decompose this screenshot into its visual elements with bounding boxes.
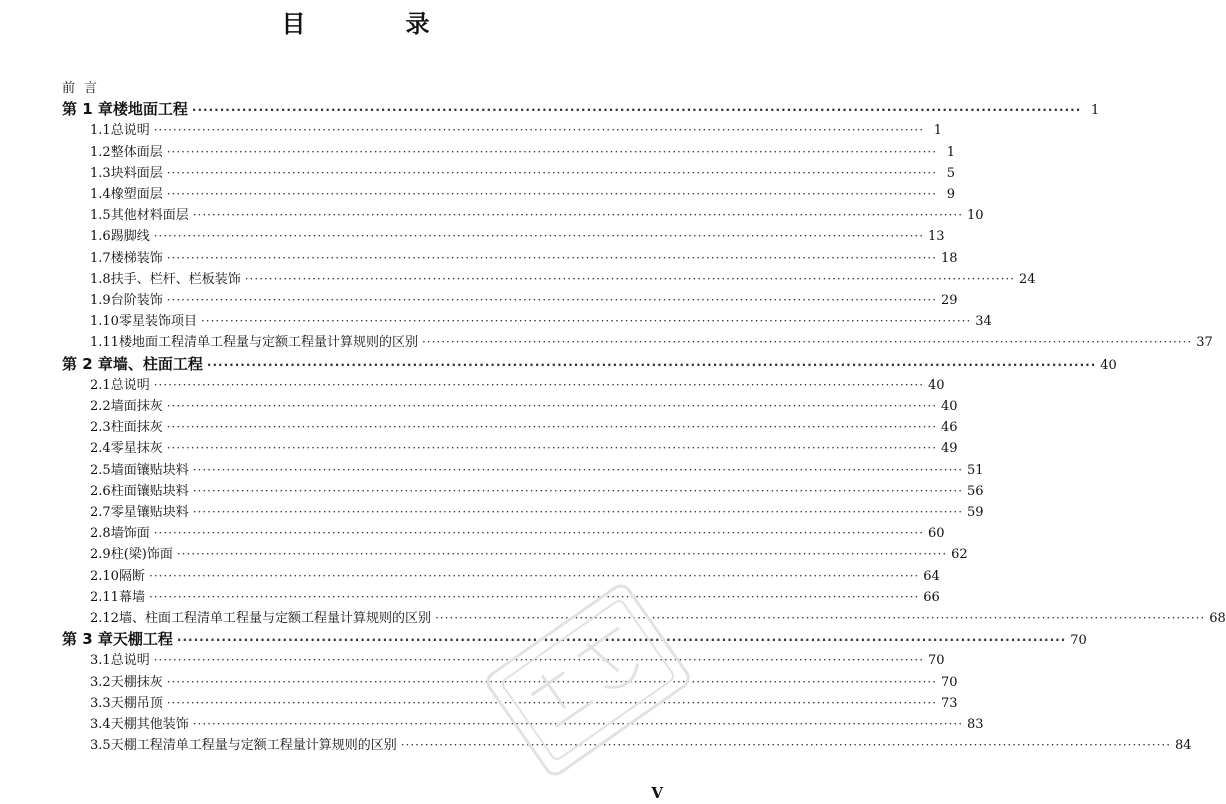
dot-leader: ································································································································································ xyxy=(434,611,1206,625)
dot-leader: ································································································································································ xyxy=(166,293,938,307)
section-number: 1.1 xyxy=(90,123,111,139)
section-page-number: 24 xyxy=(1019,271,1036,287)
section-number: 1.8 xyxy=(90,271,111,287)
dot-leader: ································································································································································ xyxy=(421,335,1193,350)
section-number: 2.11 xyxy=(90,589,119,605)
section-title: 天棚吊顶 xyxy=(110,695,163,711)
section-page-number: 51 xyxy=(967,462,984,478)
section-page-number: 5 xyxy=(946,165,956,181)
chapter-title: 楼地面工程 xyxy=(112,100,188,119)
dot-leader: ································································································································································ xyxy=(153,653,925,668)
dot-leader: ································································································································································ xyxy=(153,123,925,138)
toc-chapter-row xyxy=(62,99,1100,120)
section-title: 总说明 xyxy=(110,123,150,139)
section-page-number: 70 xyxy=(928,653,945,669)
chapter-title: 墙、柱面工程 xyxy=(112,354,203,373)
section-number: 3.5 xyxy=(90,738,111,754)
section-number: 1.9 xyxy=(90,293,111,308)
toc-chapter-row xyxy=(62,629,1087,650)
section-number: 2.12 xyxy=(90,611,119,626)
section-title: 整体面层 xyxy=(110,144,163,160)
section-title: 天棚其他装饰 xyxy=(110,717,189,732)
toc-chapter-row xyxy=(62,354,1117,375)
chapter-page-number: 40 xyxy=(1100,357,1117,373)
dot-leader: ································································································································································ xyxy=(192,483,964,498)
dot-leader: ································································································································································ xyxy=(166,420,938,435)
dot-leader: ································································································································································ xyxy=(153,526,925,541)
section-title: 其他材料面层 xyxy=(110,208,189,224)
section-page-number: 56 xyxy=(967,483,984,499)
toc-section-row xyxy=(90,248,958,269)
toc-section-row xyxy=(90,672,958,693)
toc-section-row xyxy=(90,460,984,481)
section-number: 1.7 xyxy=(90,250,111,266)
section-title: 柱面抹灰 xyxy=(110,420,163,436)
toc-section-row xyxy=(90,290,958,311)
toc-section-row xyxy=(90,205,984,226)
dot-leader: ································································································································································ xyxy=(176,633,1067,648)
section-page-number: 1 xyxy=(946,144,956,160)
section-number: 2.3 xyxy=(90,420,111,436)
section-number: 3.1 xyxy=(90,653,111,669)
section-title: 墙、柱面工程清单工程量与定额工程量计算规则的区别 xyxy=(118,611,431,626)
toc-section-row xyxy=(90,566,940,587)
toc-section-row xyxy=(90,523,945,544)
toc-section-row xyxy=(90,481,984,502)
toc-section-row xyxy=(90,184,956,205)
toc-section-row xyxy=(90,438,958,459)
chapter-page-number: 70 xyxy=(1070,633,1087,649)
toc-section-row xyxy=(90,417,958,438)
toc-section-row xyxy=(90,650,945,671)
toc-section-row xyxy=(90,544,968,565)
section-title: 墙饰面 xyxy=(110,526,150,542)
preface-label: 前言 xyxy=(62,81,107,96)
toc-section-row xyxy=(90,608,1226,629)
toc-section-row xyxy=(90,226,945,247)
toc-section-row xyxy=(90,142,956,163)
section-title: 块料面层 xyxy=(110,165,163,181)
section-page-number: 9 xyxy=(946,187,956,202)
page-title: 目 录 xyxy=(281,10,468,38)
section-title: 台阶装饰 xyxy=(110,293,163,308)
section-title: 墙面镶贴块料 xyxy=(110,462,189,478)
section-page-number: 83 xyxy=(967,717,984,732)
section-page-number: 66 xyxy=(923,589,940,605)
toc-section-row xyxy=(90,714,984,735)
toc-section-row xyxy=(90,269,1036,290)
toc-section-row xyxy=(90,311,992,332)
section-page-number: 84 xyxy=(1175,738,1192,754)
section-page-number: 46 xyxy=(941,420,958,436)
dot-leader: ································································································································································ xyxy=(192,462,964,477)
dot-leader: ································································································································································ xyxy=(166,165,938,180)
section-title: 天棚工程清单工程量与定额工程量计算规则的区别 xyxy=(110,738,397,754)
section-title: 楼地面工程清单工程量与定额工程量计算规则的区别 xyxy=(118,335,418,351)
dot-leader: ································································································································································ xyxy=(166,144,938,159)
section-number: 2.4 xyxy=(90,441,111,457)
dot-leader: ································································································································································ xyxy=(166,250,938,265)
dot-leader: ································································································································································ xyxy=(192,717,964,731)
section-page-number: 40 xyxy=(928,377,945,393)
toc-section-row xyxy=(90,693,958,714)
section-title: 楼梯装饰 xyxy=(110,250,163,266)
chapter-number: 第 3 章 xyxy=(62,630,113,649)
section-number: 2.7 xyxy=(90,505,111,520)
section-number: 1.5 xyxy=(90,208,111,224)
section-title: 扶手、栏杆、栏板装饰 xyxy=(110,271,241,287)
section-title: 零星抹灰 xyxy=(110,441,163,457)
section-page-number: 40 xyxy=(941,399,958,414)
section-title: 幕墙 xyxy=(118,589,145,605)
dot-leader: ································································································································································ xyxy=(166,399,938,413)
section-page-number: 34 xyxy=(975,314,992,330)
dot-leader: ································································································································································ xyxy=(192,505,964,519)
section-page-number: 60 xyxy=(928,526,945,542)
section-title: 零星镶贴块料 xyxy=(110,505,189,520)
section-title: 橡塑面层 xyxy=(110,187,163,202)
section-page-number: 18 xyxy=(941,250,958,266)
section-page-number: 10 xyxy=(967,208,984,224)
section-number: 2.5 xyxy=(90,462,111,478)
chapter-number: 第 2 章 xyxy=(62,354,113,373)
section-title: 总说明 xyxy=(110,377,150,393)
section-number: 2.8 xyxy=(90,526,111,542)
section-title: 零星装饰项目 xyxy=(118,314,197,330)
section-page-number: 73 xyxy=(941,695,958,711)
dot-leader: ································································································································································ xyxy=(148,589,920,604)
section-page-number: 49 xyxy=(941,441,958,457)
section-page-number: 1 xyxy=(933,123,943,139)
section-page-number: 62 xyxy=(951,547,968,563)
dot-leader: ································································································································································ xyxy=(166,674,938,689)
section-title: 柱面镶贴块料 xyxy=(110,483,189,499)
section-number: 1.2 xyxy=(90,144,111,160)
chapter-title: 天棚工程 xyxy=(112,630,173,649)
section-number: 1.6 xyxy=(90,229,111,245)
chapter-page-number: 1 xyxy=(1091,103,1100,119)
dot-leader: ································································································································································ xyxy=(191,103,1082,118)
section-number: 2.6 xyxy=(90,483,111,499)
dot-leader: ································································································································································ xyxy=(200,314,972,329)
section-number: 1.11 xyxy=(90,335,119,351)
section-number: 1.4 xyxy=(90,187,111,202)
section-number: 1.3 xyxy=(90,165,111,181)
section-title: 墙面抹灰 xyxy=(110,399,163,414)
dot-leader: ································································································································································ xyxy=(153,229,925,244)
section-number: 3.3 xyxy=(90,695,111,711)
section-number: 2.10 xyxy=(90,568,119,584)
dot-leader: ································································································································································ xyxy=(400,738,1172,753)
page-folio: V xyxy=(651,784,663,802)
dot-leader: ································································································································································ xyxy=(176,547,948,562)
dot-leader: ································································································································································ xyxy=(148,568,920,583)
section-number: 2.2 xyxy=(90,399,111,414)
dot-leader: ································································································································································ xyxy=(206,357,1097,372)
toc-section-row xyxy=(90,332,1213,353)
section-number: 2.1 xyxy=(90,377,111,393)
dot-leader: ································································································································································ xyxy=(166,187,938,201)
toc-section-row xyxy=(90,375,945,396)
section-title: 柱(梁)饰面 xyxy=(110,547,173,563)
section-page-number: 68 xyxy=(1209,611,1226,626)
section-page-number: 64 xyxy=(923,568,940,584)
chapter-number: 第 1 章 xyxy=(62,100,113,119)
section-title: 总说明 xyxy=(110,653,150,669)
toc-preface xyxy=(62,78,653,99)
section-page-number: 13 xyxy=(928,229,945,245)
section-number: 3.4 xyxy=(90,717,111,732)
dot-leader: ································································································································································ xyxy=(192,208,964,223)
section-number: 3.2 xyxy=(90,674,111,690)
toc-section-row xyxy=(90,396,958,417)
toc-section-row xyxy=(90,120,943,141)
dot-leader: ································································································································································ xyxy=(244,271,1016,286)
section-title: 隔断 xyxy=(118,568,145,584)
dot-leader: ································································································································································ xyxy=(166,441,938,456)
toc-section-row xyxy=(90,502,984,523)
section-number: 1.10 xyxy=(90,314,119,330)
section-title: 天棚抹灰 xyxy=(110,674,163,690)
section-page-number: 29 xyxy=(941,293,958,308)
toc-section-row xyxy=(90,587,940,608)
dot-leader: ································································································································································ xyxy=(153,377,925,392)
dot-leader: ································································································································································ xyxy=(166,695,938,710)
section-number: 2.9 xyxy=(90,547,111,563)
section-title: 踢脚线 xyxy=(110,229,150,245)
section-page-number: 37 xyxy=(1196,335,1213,351)
section-page-number: 70 xyxy=(941,674,958,690)
toc-section-row xyxy=(90,163,956,184)
toc-section-row xyxy=(90,735,1192,756)
section-page-number: 59 xyxy=(967,505,984,520)
